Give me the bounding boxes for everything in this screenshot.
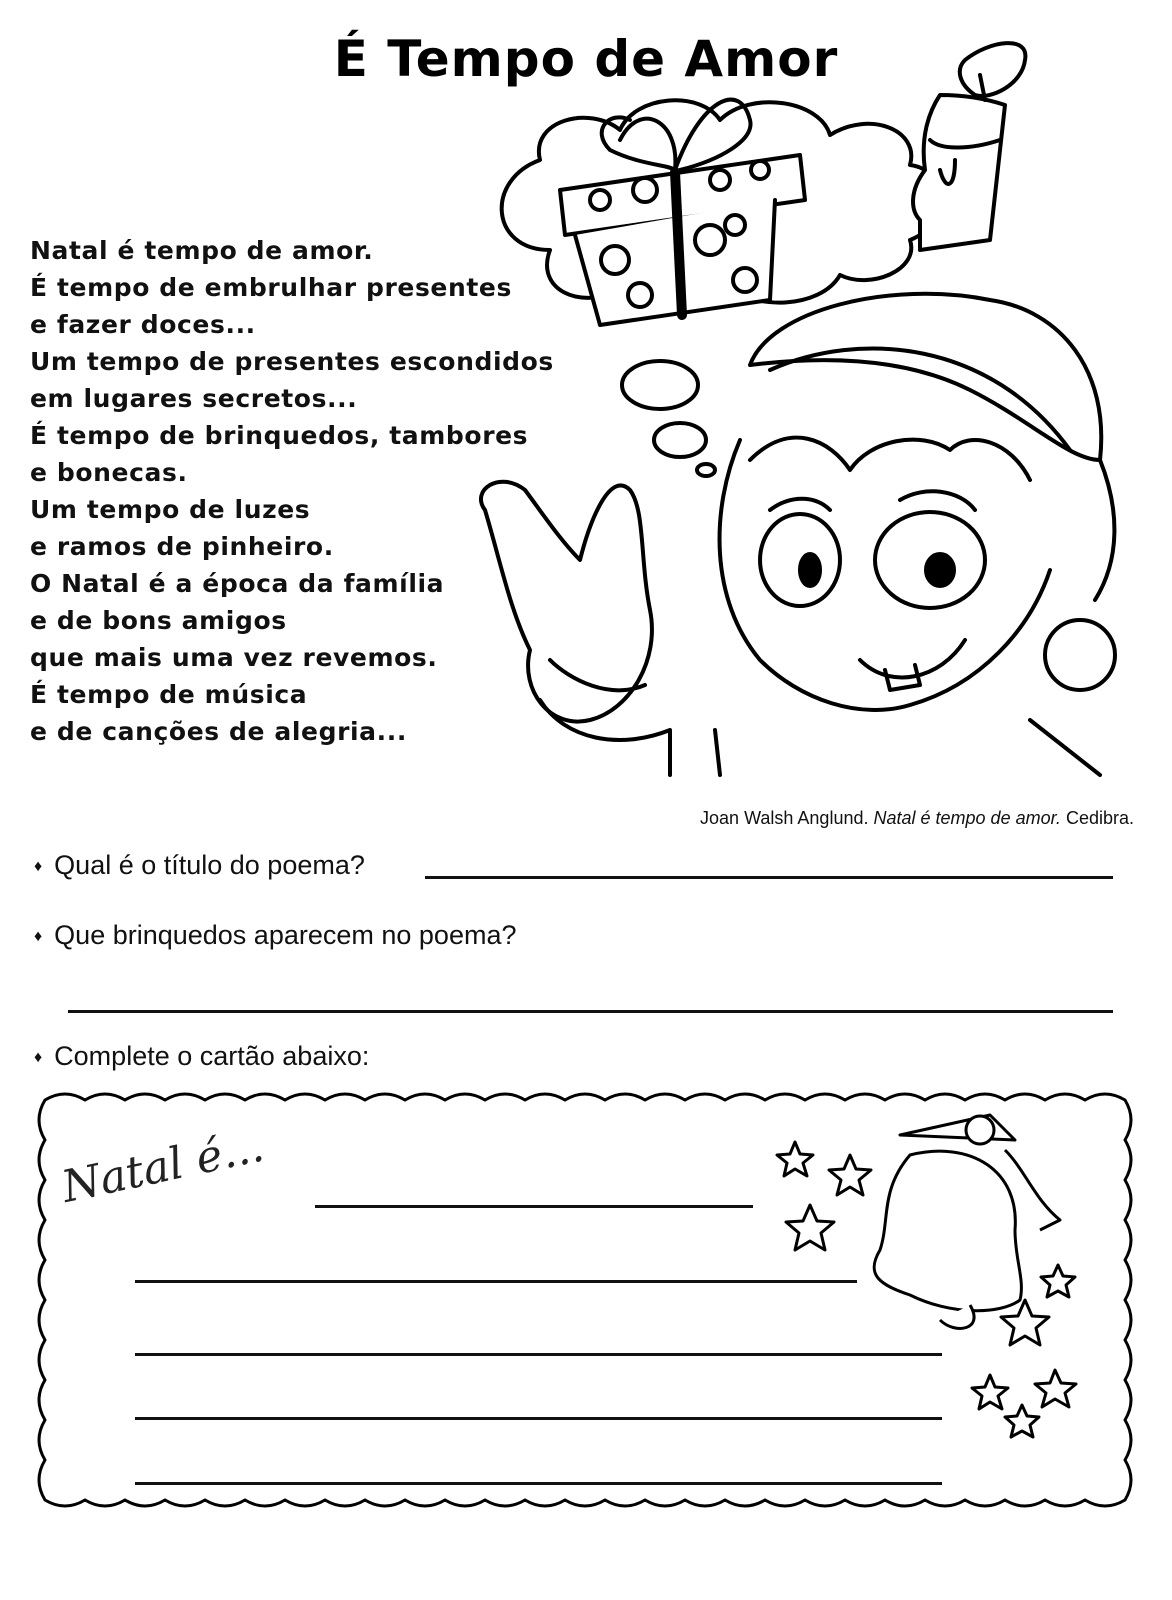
- diamond-bullet-icon: ♦: [34, 1049, 43, 1066]
- credit-book: Natal é tempo de amor.: [873, 808, 1061, 828]
- poem-line: e bonecas.: [30, 458, 188, 487]
- card-line-2[interactable]: [135, 1280, 857, 1283]
- poem-line: É tempo de brinquedos, tambores: [30, 421, 529, 450]
- poem-line: e ramos de pinheiro.: [30, 532, 334, 561]
- candle-icon: [913, 43, 1025, 250]
- poem-line: É tempo de música: [30, 680, 308, 709]
- question-title: [34, 850, 365, 881]
- poem-line: Natal é tempo de amor.: [30, 236, 374, 265]
- diamond-bullet-icon: ♦: [34, 928, 43, 945]
- question-toys-text: Que brinquedos aparecem no poema?: [54, 920, 517, 950]
- answer-line-toys[interactable]: [68, 1010, 1113, 1013]
- question-title-text: Qual é o título do poema?: [54, 850, 365, 880]
- bell-and-stars-decoration: [770, 1100, 1100, 1460]
- poem-line: e de canções de alegria...: [30, 717, 407, 746]
- answer-line-title[interactable]: [425, 876, 1113, 879]
- poem-line: Um tempo de luzes: [30, 495, 311, 524]
- page-title: É Tempo de Amor: [333, 30, 839, 88]
- credit-publisher: Cedibra.: [1065, 808, 1134, 828]
- poem-line: O Natal é a época da família: [30, 569, 445, 598]
- diamond-bullet-icon: ♦: [34, 858, 43, 875]
- card-line-1[interactable]: [315, 1205, 753, 1208]
- poem-line: em lugares secretos...: [30, 384, 358, 413]
- poem-line: Um tempo de presentes escondidos: [30, 347, 554, 376]
- question-card-text: Complete o cartão abaixo:: [54, 1041, 370, 1071]
- question-card: [34, 1041, 369, 1072]
- poem-line: e fazer doces...: [30, 310, 256, 339]
- credit-author: Joan Walsh Anglund.: [700, 808, 869, 828]
- poem-line: e de bons amigos: [30, 606, 287, 635]
- card-script-text: Natal é...: [57, 1120, 269, 1213]
- question-toys: [34, 920, 516, 951]
- card-line-5[interactable]: [135, 1482, 942, 1485]
- poem-line: que mais uma vez revemos.: [30, 643, 438, 672]
- poem-line: É tempo de embrulhar presentes: [30, 273, 512, 302]
- bell-icon: [874, 1115, 1060, 1328]
- gift-box-icon: [560, 100, 805, 325]
- child-face: [720, 438, 1050, 710]
- source-credit: [700, 808, 1134, 829]
- child-santa-hat-illustration: [470, 40, 1150, 780]
